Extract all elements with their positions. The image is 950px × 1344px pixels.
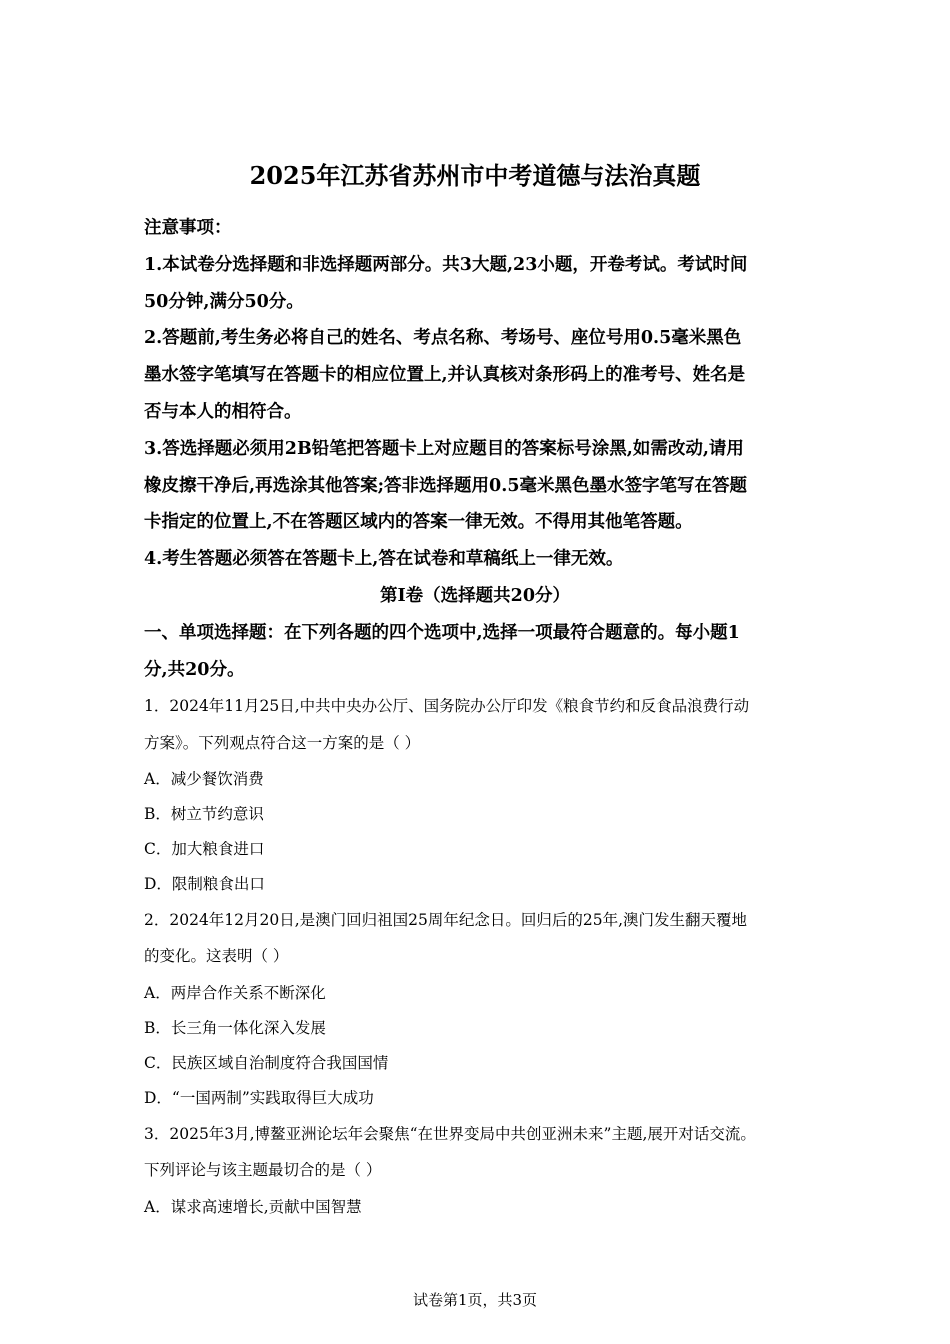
part-heading: 分,共20分。: [144, 660, 245, 680]
question-stem: 1．2024年11月25日,中共中央办公厅、国务院办公厅印发《粮食节约和反食品浪费行动: [144, 697, 750, 715]
section-title: 第I卷（选择题共20分）: [379, 586, 571, 606]
part-heading: 一、单项选择题：在下列各题的四个选项中,选择一项最符合题意的。每小题1: [144, 623, 740, 643]
option-item: C．加大粮食进口: [144, 840, 265, 858]
notice-heading: 注意事项：: [144, 218, 232, 238]
option-item: A．减少餐饮消费: [144, 770, 264, 788]
option-item: B．树立节约意识: [144, 805, 264, 823]
notice-line: 墨水签字笔填写在答题卡的相应位置上,并认真核对条形码上的准考号、姓名是: [144, 365, 746, 385]
option-item: D．“一国两制”实践取得巨大成功: [144, 1089, 374, 1107]
option-item: D．限制粮食出口: [144, 875, 265, 893]
notice-line: 4.考生答题必须答在答题卡上,答在试卷和草稿纸上一律无效。: [144, 549, 624, 569]
notice-line: 否与本人的相符合。: [144, 402, 302, 422]
notice-line: 50分钟,满分50分。: [144, 292, 304, 312]
question-stem: 的变化。这表明（ ）: [144, 947, 289, 965]
option-item: A．谋求高速增长,贡献中国智慧: [144, 1198, 362, 1216]
question-stem: 方案》。下列观点符合这一方案的是（ ）: [144, 734, 421, 752]
notice-line: 卡指定的位置上,不在答题区域内的答案一律无效。不得用其他笔答题。: [144, 512, 693, 532]
notice-line: 1.本试卷分选择题和非选择题两部分。共3大题,23小题，开卷考试。考试时间: [144, 255, 748, 275]
option-item: B．长三角一体化深入发展: [144, 1019, 326, 1037]
question-stem: 3．2025年3月,博鳌亚洲论坛年会聚焦“在世界变局中共创亚洲未来”主题,展开对话交流。: [144, 1125, 756, 1143]
notice-line: 橡皮擦干净后,再选涂其他答案;答非选择题用0.5毫米黑色墨水签字笔写在答题: [144, 476, 747, 496]
option-item: C．民族区域自治制度符合我国国情: [144, 1054, 389, 1072]
notice-line: 3.答选择题必须用2B铅笔把答题卡上对应题目的答案标号涂黑,如需改动,请用: [144, 439, 744, 459]
option-item: A．两岸合作关系不断深化: [144, 984, 326, 1002]
question-stem: 下列评论与该主题最切合的是（ ）: [144, 1161, 382, 1179]
page-title: 2025年江苏省苏州市中考道德与法治真题: [249, 161, 701, 190]
question-stem: 2．2024年12月20日,是澳门回归祖国25周年纪念日。回归后的25年,澳门发生翻天覆地: [144, 911, 748, 929]
page-footer: 试卷第1页，共3页: [412, 1291, 538, 1309]
notice-line: 2.答题前,考生务必将自己的姓名、考点名称、考场号、座位号用0.5毫米黑色: [144, 328, 742, 348]
